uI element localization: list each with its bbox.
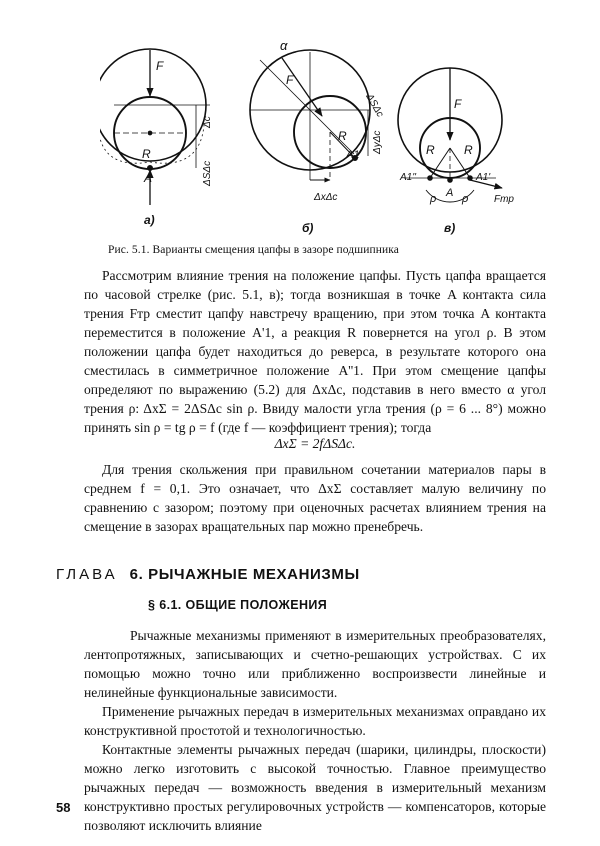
label-A1pp-c: A1'' (400, 172, 417, 183)
label-R-b: R (338, 129, 347, 143)
page-number: 58 (56, 800, 71, 815)
label-Ftr-c: Fтр (494, 194, 514, 205)
label-F-c: F (454, 97, 462, 111)
label-A-a: A (144, 171, 153, 185)
chapter-heading (56, 566, 360, 583)
label-R-left-c: R (426, 143, 435, 157)
label-delta-s-a: ΔSΔc (202, 160, 213, 186)
label-A1-b: A1 (346, 149, 360, 161)
label-A1p-c: A1' (476, 172, 491, 183)
sublabel-b: б) (302, 221, 314, 235)
label-R-right-c: R (464, 143, 473, 157)
label-rho-right-c: ρ (462, 193, 469, 205)
paragraph-friction: Рассмотрим влияние трения на положение цапфы. Пусть цапфа вращается по часовой стрелке (рис. 5.1, в); тогда возникшая в точке A контакта сила трения Fтр сместит цапфу навстречу вращению, при этом точка A контакта переместится в положение A'1, а реакция R повернется на угол ρ. В этом положении цапфа будет находиться до реверса, в результате которого она сместилась в симметричное положение A''1. При этом смещение цапфы определяют по выражению (5.2) для ΔxΔc, подставив в него вместо α угол трения ρ: ΔxΣ = 2ΔSΔc sin ρ. Ввиду малости угла трения (ρ = 6 ... 8°) можно принять sin ρ = tg ρ = f (где f — коэффициент трения); тогда (84, 268, 546, 435)
paragraph-sliding-friction: Для трения скольжения при правильном сочетании материалов пары в среднем f = 0,1. Это означает, что ΔxΣ составляет малую величину по сравнению с зазором; поэтому при оценочных расчетах влиянием трения на смещение в зазорах вращательных пар можно пренебречь. (84, 462, 546, 534)
paragraph-contact-elements: Контактные элементы рычажных передач (шарики, цилиндры, плоскости) можно легко изготовить с высокой точностью. Главное преимущество рычажных передач — возможность введения в измерительный механизм конструктивно простых регулировочных устройств — компенсаторов, которые позволяют исключить влияние (84, 742, 546, 833)
figure-5-1 (100, 30, 540, 250)
label-A-c: A (446, 187, 454, 199)
label-delta-x-b: ΔxΔc (314, 192, 338, 203)
paragraph-lever-usage: Рычажные механизмы применяют в измерительных преобразователях, лентопротяжных, записывающих и счетно-решающих устройствах. С их помощью можно точно или приближенно воспроизвести линейные и нелинейные функциональные зависимости. (84, 628, 546, 700)
label-rho-left-c: ρ (430, 193, 437, 205)
paragraph-lever-advantages: Применение рычажных передач в измерительных механизмах оправдано их конструктивной простотой и технологичностью. (84, 704, 546, 738)
label-delta-c-a: Δc (202, 116, 213, 128)
diagram-a (100, 49, 210, 205)
label-alpha-b: α (280, 38, 288, 53)
label-delta-s-b: ΔSΔc (363, 92, 386, 120)
sublabel-c: в) (444, 221, 456, 235)
label-R-a: R (142, 147, 151, 161)
label-delta-y-b: ΔyΔc (372, 130, 383, 154)
chapter-title: 6. РЫЧАЖНЫЕ МЕХАНИЗМЫ (129, 566, 360, 583)
section-heading: § 6.1. ОБЩИЕ ПОЛОЖЕНИЯ (148, 598, 328, 612)
sublabel-a: а) (144, 213, 155, 227)
chapter-prefix: ГЛАВА (56, 566, 118, 583)
figure-caption: Рис. 5.1. Варианты смещения цапфы в зазоре подшипника (108, 244, 399, 256)
label-F-a: F (156, 59, 164, 73)
formula: ΔxΣ = 2fΔSΔc. (274, 436, 356, 451)
label-F-b: F (286, 73, 294, 87)
